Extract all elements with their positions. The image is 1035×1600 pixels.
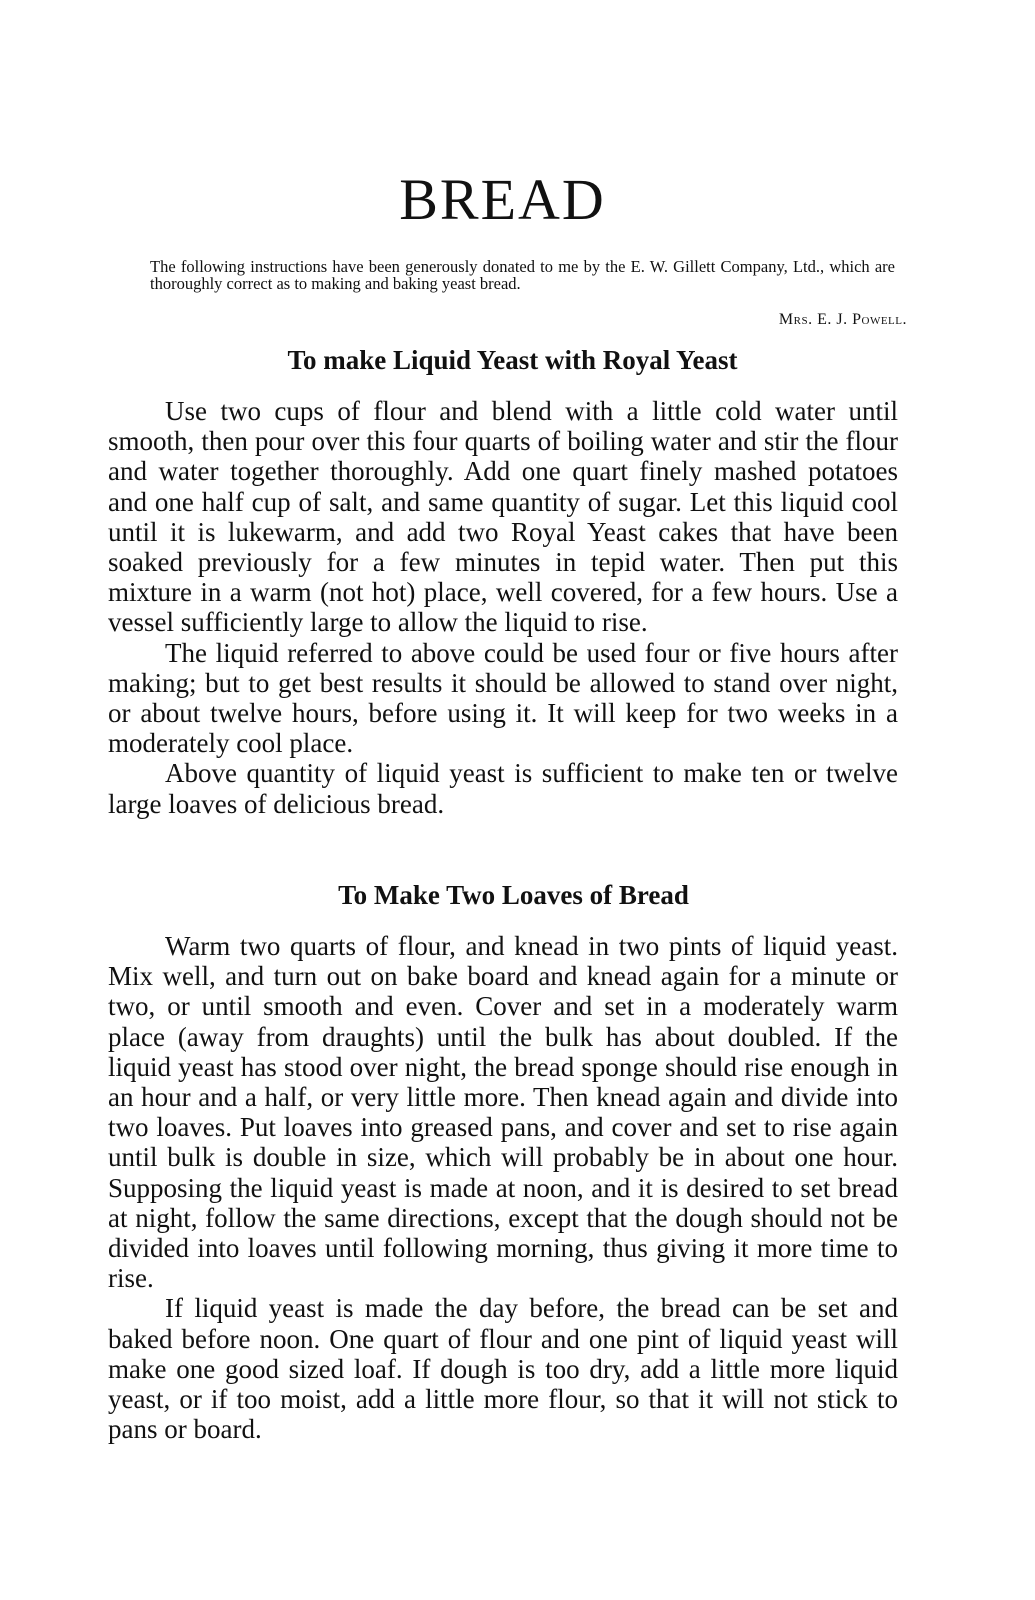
section-heading-liquid-yeast: To make Liquid Yeast with Royal Yeast	[287, 345, 738, 375]
section-liquid-yeast	[108, 396, 898, 819]
paragraph: If liquid yeast is made the day before, the bread can be set and baked before noon. One quart of flour and one pint of liquid yeast will make one good sized loaf. If dough is too dry, add a little more liquid yeast, or if too moist, add a little more flour, so that it will not stick to pans or board.	[108, 1293, 898, 1445]
intro-note: The following instructions have been generously donated to me by the E. W. Gillett Company, Ltd., which are thoroughly correct as to making and baking yeast bread.	[150, 257, 895, 293]
page-title: BREAD	[399, 167, 606, 232]
paragraph: Warm two quarts of flour, and knead in two pints of liquid yeast. Mix well, and turn out on bake board and knead again for a minute or two, or until smooth and even. Cover and set in a moderately warm place (away from draughts) until the bulk has about doubled. If the liquid yeast has stood over night, the bread sponge should rise enough in an hour and a half, or very little more. Then knead again and divide into two loaves. Put loaves into greased pans, and cover and set to rise again until bulk is double in size, which will probably be in about one hour. Supposing the liquid yeast is made at noon, and it is desired to set bread at night, follow the same directions, except that the dough should not be divided into loaves until following morning, thus giving it more time to rise.	[108, 931, 898, 1294]
author-signature: Mrs. E. J. Powell.	[778, 311, 907, 328]
paragraph: The liquid referred to above could be used four or five hours after making; but to get best results it should be allowed to stand over night, or about twelve hours, before using it. It will keep for two weeks in a moderately cool place.	[108, 637, 898, 759]
section-heading-two-loaves: To Make Two Loaves of Bread	[338, 880, 689, 910]
paragraph: Use two cups of flour and blend with a little cold water until smooth, then pour over this four quarts of boiling water and stir the flour and water together thoroughly. Add one quart finely mashed potatoes and one half cup of salt, and same quantity of sugar. Let this liquid cool until it is lukewarm, and add two Royal Yeast cakes that have been soaked previously for a few minutes in tepid water. Then put this mixture in a warm (not hot) place, well covered, for a few hours. Use a vessel sufficiently large to allow the liquid to rise.	[108, 396, 898, 638]
paragraph: Above quantity of liquid yeast is sufficient to make ten or twelve large loaves of delicious bread.	[108, 758, 898, 819]
section-two-loaves	[108, 931, 898, 1444]
